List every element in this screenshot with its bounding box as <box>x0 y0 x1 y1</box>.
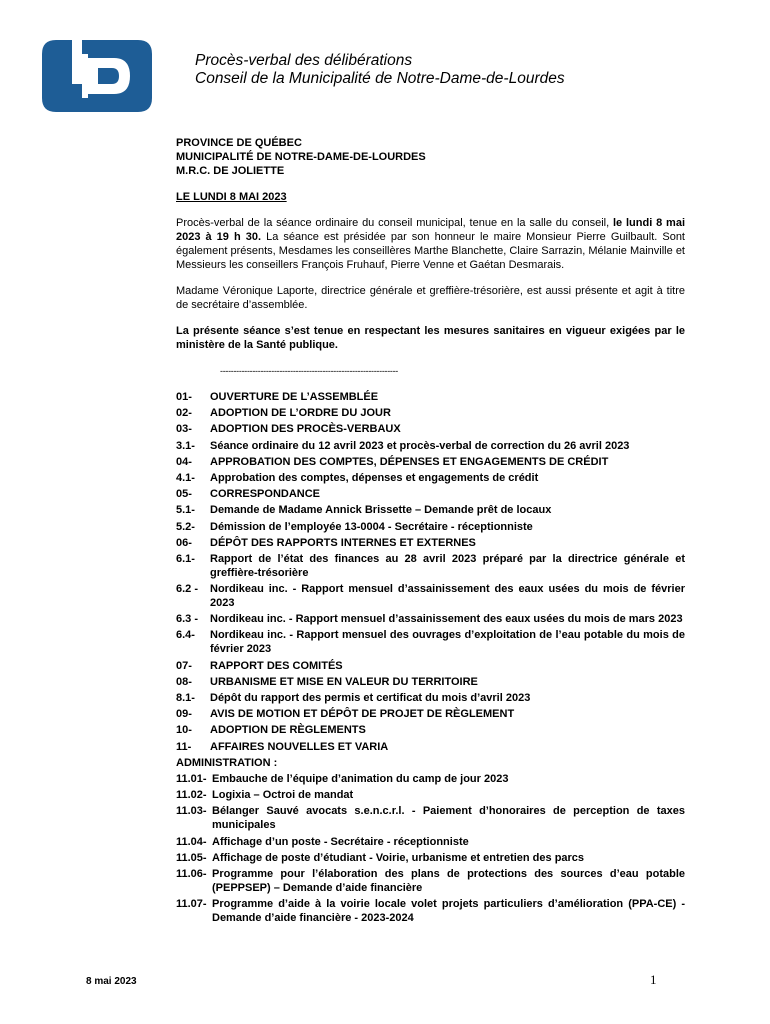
admin-item <box>176 772 685 786</box>
admin-item-number: 11.07- <box>176 898 207 911</box>
admin-item-text: Logixia – Octroi de mandat <box>212 789 354 802</box>
agenda-list <box>176 390 685 925</box>
agenda-item-number: 09- <box>176 708 192 721</box>
agenda-item-text: Nordikeau inc. - Rapport mensuel d’assainissement des eaux usées du mois de mars 2023 <box>210 613 683 626</box>
admin-item-text: Affichage de poste d’étudiant - Voirie, urbanisme et entretien des parcs <box>212 851 585 864</box>
agenda-item <box>176 471 685 485</box>
admin-item-number: 11.03- <box>176 805 207 818</box>
agenda-item <box>176 582 685 610</box>
agenda-item-number: 06- <box>176 536 192 549</box>
agenda-item-number: 6.2 - <box>176 583 199 596</box>
agenda-item <box>176 612 685 626</box>
agenda-item-number: 5.1- <box>176 504 195 517</box>
admin-item <box>176 788 685 802</box>
agenda-item-text: Dépôt du rapport des permis et certificat du mois d’avril 2023 <box>210 692 531 704</box>
intro-text-bold: le lundi 8 mai 2023 à 19 h 30. <box>176 217 685 243</box>
agenda-item <box>176 723 685 737</box>
agenda-item-number: 6.4- <box>176 629 195 642</box>
agenda-item-number: 11- <box>176 740 192 753</box>
header-title: Procès-verbal des délibérations <box>195 52 413 69</box>
agenda-item <box>176 503 685 517</box>
admin-item-text: Programme d’aide à la voirie locale volet projets particuliers d’amélioration (PPA-CE) - Demande d’aide financière - 2023-2024 <box>212 898 685 925</box>
agenda-item-text: ADOPTION DE RÈGLEMENTS <box>210 724 366 737</box>
agenda-item-text: ADOPTION DE L’ORDRE DU JOUR <box>210 407 391 420</box>
meeting-date: LE LUNDI 8 MAI 2023 <box>176 191 287 203</box>
admin-item-number: 11.05- <box>176 851 207 864</box>
document-body <box>176 136 685 927</box>
agenda-item-text: RAPPORT DES COMITÉS <box>210 659 343 672</box>
agenda-item-text: CORRESPONDANCE <box>210 488 321 501</box>
agenda-item <box>176 552 685 580</box>
admin-item-text: Programme pour l’élaboration des plans de protections des sources d’eau potable (PEPPSEP) – Demande d’aide financière <box>212 867 685 894</box>
admin-item-text: Affichage d’un poste - Secrétaire - réceptionniste <box>212 835 469 848</box>
agenda-item <box>176 439 685 453</box>
secretary-paragraph: Madame Véronique Laporte, directrice générale et greffière-trésorière, est aussi présente et agit à titre de secrétaire d’assemblée. <box>176 285 685 311</box>
agenda-item-text: AFFAIRES NOUVELLES ET VARIA <box>210 740 389 753</box>
separator-line: ------------------------------------------------------------------ <box>220 366 399 376</box>
agenda-item <box>176 659 685 673</box>
agenda-item <box>176 390 685 404</box>
agenda-item-number: 6.3 - <box>176 613 199 626</box>
agenda-item-text: Rapport de l’état des finances au 28 avril 2023 préparé par la directrice générale et greffière-trésorière <box>210 552 685 579</box>
province-line: PROVINCE DE QUÉBEC <box>176 137 302 149</box>
agenda-item-number: 02- <box>176 407 192 420</box>
agenda-item-text: URBANISME ET MISE EN VALEUR DU TERRITOIRE <box>210 675 478 688</box>
admin-item <box>176 867 685 895</box>
agenda-item-text: AVIS DE MOTION ET DÉPÔT DE PROJET DE RÈGLEMENT <box>210 708 515 721</box>
page-number: 1 <box>650 972 657 987</box>
sanitary-notice: La présente séance s’est tenue en respectant les mesures sanitaires en vigueur exigées par le ministère de la Santé publique. <box>176 325 685 351</box>
agenda-item-number: 05- <box>176 488 192 501</box>
intro-paragraph <box>176 216 685 272</box>
agenda-item-text: DÉPÔT DES RAPPORTS INTERNES ET EXTERNES <box>210 536 476 549</box>
agenda-item <box>176 707 685 721</box>
admin-item-number: 11.01- <box>176 772 207 785</box>
agenda-item-text: Nordikeau inc. - Rapport mensuel des ouvrages d’exploitation de l’eau potable du mois de février 2023 <box>210 629 685 656</box>
header-subtitle: Conseil de la Municipalité de Notre-Dame-de-Lourdes <box>195 70 565 87</box>
agenda-item <box>176 422 685 436</box>
agenda-item-number: 10- <box>176 724 192 737</box>
agenda-item-text: Démission de l’employée 13-0004 - Secrétaire - réceptionniste <box>210 520 533 533</box>
footer-date: 8 mai 2023 <box>86 976 137 987</box>
agenda-item <box>176 691 685 705</box>
agenda-item-text: ADOPTION DES PROCÈS-VERBAUX <box>210 423 401 436</box>
admin-item <box>176 804 685 832</box>
agenda-item <box>176 487 685 501</box>
admin-item-number: 11.04- <box>176 835 207 848</box>
admin-item <box>176 897 685 925</box>
agenda-item <box>176 455 685 469</box>
admin-item-number: 11.06- <box>176 867 207 880</box>
municipality-line: MUNICIPALITÉ DE NOTRE-DAME-DE-LOURDES <box>176 151 426 163</box>
agenda-item-text: OUVERTURE DE L’ASSEMBLÉE <box>210 391 379 403</box>
agenda-item-text: APPROBATION DES COMPTES, DÉPENSES ET ENGAGEMENTS DE CRÉDIT <box>210 455 609 468</box>
admin-item <box>176 851 685 865</box>
agenda-item-text: Séance ordinaire du 12 avril 2023 et procès-verbal de correction du 26 avril 2023 <box>210 439 630 452</box>
intro-text-end: La séance est présidée par son honneur le maire Monsieur Pierre Guilbault. Sont également présents, Mesdames les conseillères Marthe Blanchette, Claire Sarrazin, Mélanie Mainville et Messieurs les conseillers François Fruhauf, Pierre Venne et Gaétan Desmarais. <box>176 231 685 271</box>
agenda-item-number: 04- <box>176 455 192 468</box>
admin-item-text: Bélanger Sauvé avocats s.e.n.c.r.l. - Paiement d’honoraires de perception de taxes municipales <box>212 805 685 832</box>
agenda-item-number: 8.1- <box>176 692 195 704</box>
agenda-item-number: 08- <box>176 675 192 688</box>
agenda-item <box>176 520 685 534</box>
agenda-item <box>176 675 685 689</box>
agenda-item-number: 07- <box>176 659 192 672</box>
agenda-item-text: Approbation des comptes, dépenses et engagements de crédit <box>210 471 539 484</box>
agenda-item-number: 5.2- <box>176 520 195 533</box>
agenda-item-number: 6.1- <box>176 552 195 565</box>
admin-item-text: Embauche de l’équipe d’animation du camp de jour 2023 <box>212 772 509 785</box>
agenda-item-text: Demande de Madame Annick Brissette – Demande prêt de locaux <box>210 504 552 517</box>
agenda-item-number: 4.1- <box>176 471 195 484</box>
document-header <box>195 52 565 88</box>
admin-item <box>176 835 685 849</box>
administration-heading: ADMINISTRATION : <box>176 756 278 769</box>
agenda-item <box>176 406 685 420</box>
agenda-item <box>176 536 685 550</box>
agenda-item <box>176 628 685 656</box>
agenda-item-text: Nordikeau inc. - Rapport mensuel d’assainissement des eaux usées du mois de février 2023 <box>210 583 685 610</box>
admin-item-number: 11.02- <box>176 789 207 802</box>
agenda-item <box>176 740 685 754</box>
agenda-item-number: 01- <box>176 391 192 403</box>
agenda-item-number: 03- <box>176 423 192 436</box>
intro-text-start: Procès-verbal de la séance ordinaire du conseil municipal, tenue en la salle du conseil, <box>176 217 613 229</box>
municipal-logo-icon <box>42 40 152 112</box>
mrc-line: M.R.C. DE JOLIETTE <box>176 165 285 177</box>
agenda-item-number: 3.1- <box>176 439 195 452</box>
